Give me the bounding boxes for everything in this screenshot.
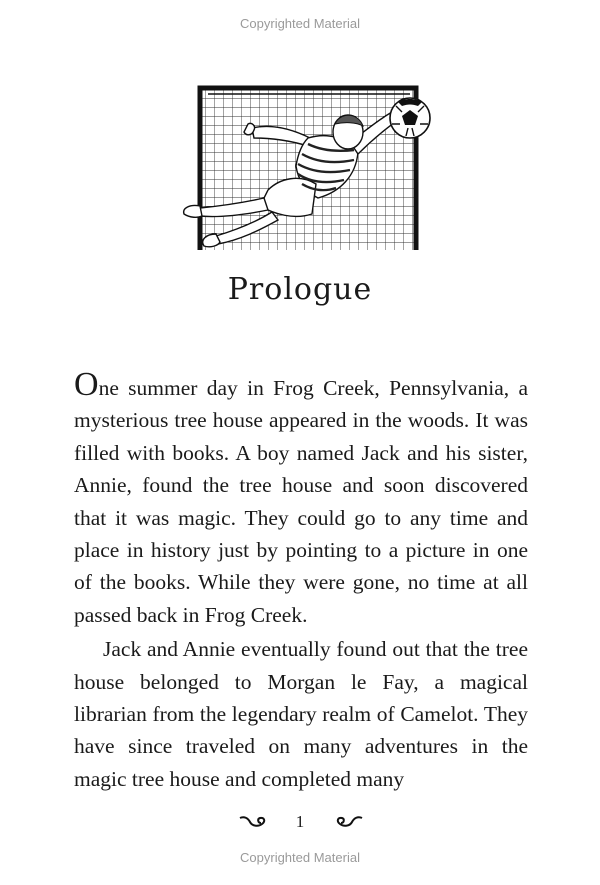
paragraph-1-text: ne summer day in Frog Creek, Pennsylvania, a mysterious tree house appeared in the woods. It was filled with books. A boy named Jack and his sister, Annie, found the tree house and soon discovered that it was magic. They could go to any time and place in history just by pointing to a picture in one of the books. While they were gone, no time at all passed back in Frog Creek. [74,376,528,627]
right-ornament-icon [330,814,364,830]
paragraph-2: Jack and Annie eventually found out that the tree house belonged to Morgan le Fay, a magical librarian from the legendary realm of Camelot. They have since traveled on many adventures in the magic tree house and completed many [74,637,528,791]
body-text [74,368,528,795]
watermark-bottom: Copyrighted Material [240,850,360,865]
soccer-goalkeeper-illustration [160,80,440,255]
left-ornament-icon [238,814,272,830]
chapter-title: Prologue [227,272,373,307]
watermark-top: Copyrighted Material [240,16,360,31]
page-footer [0,808,600,838]
drop-cap: O [74,366,99,403]
page-number: 1 [295,812,305,831]
paragraph-1 [74,368,528,631]
